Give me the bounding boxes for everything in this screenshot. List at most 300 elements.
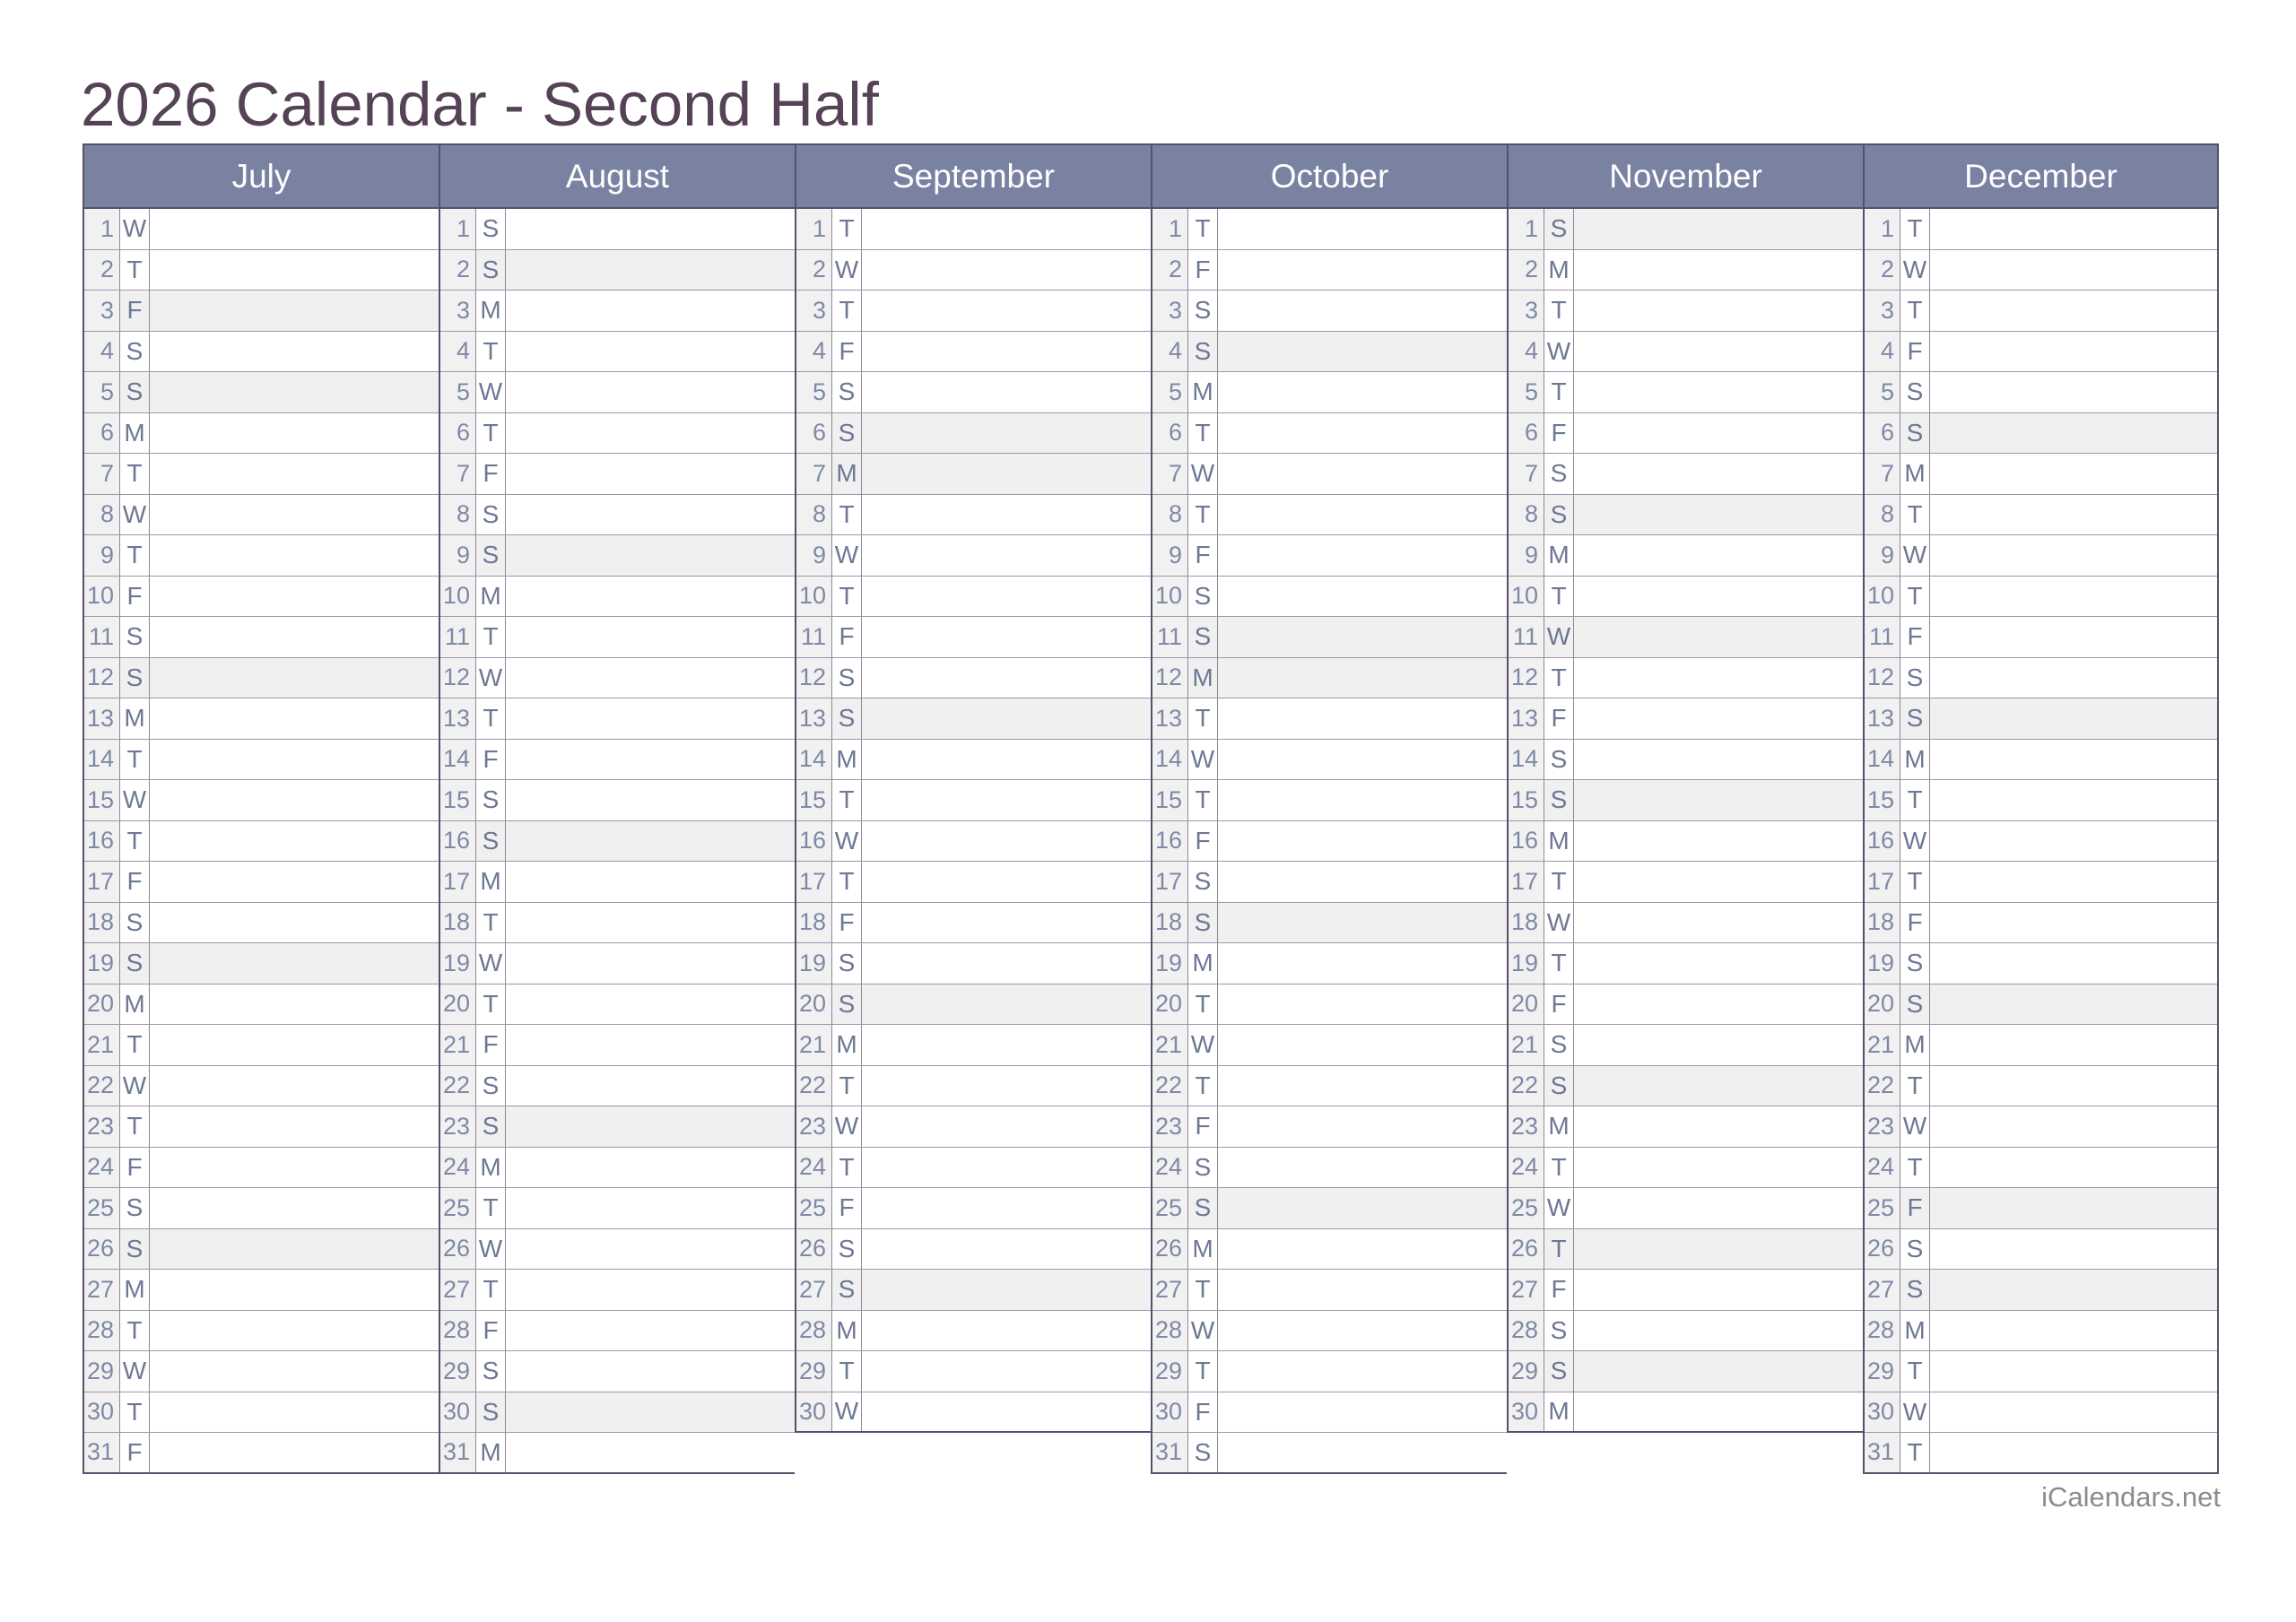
day-row — [1152, 1188, 1507, 1229]
day-notes — [506, 535, 795, 576]
day-row — [84, 250, 439, 291]
day-notes — [506, 984, 795, 1025]
day-row — [1152, 291, 1507, 332]
day-letter: W — [1900, 1392, 1930, 1433]
day-row — [1509, 984, 1863, 1026]
day-number: 21 — [796, 1025, 832, 1065]
day-number: 6 — [1152, 413, 1188, 454]
day-number: 16 — [1509, 821, 1544, 862]
day-row — [1865, 372, 2217, 413]
day-row — [440, 698, 795, 740]
day-number: 2 — [440, 250, 476, 291]
day-number: 25 — [796, 1188, 832, 1228]
day-number: 21 — [1865, 1025, 1900, 1065]
day-row — [1152, 821, 1507, 863]
day-notes — [506, 577, 795, 617]
day-notes — [1930, 332, 2217, 372]
day-notes — [862, 209, 1151, 249]
day-notes — [1218, 1025, 1507, 1065]
day-number: 20 — [440, 984, 476, 1025]
day-number: 11 — [1509, 617, 1544, 657]
day-notes — [1930, 1392, 2217, 1433]
day-notes — [1930, 1148, 2217, 1188]
day-letter: F — [1544, 413, 1574, 454]
day-letter: S — [832, 698, 862, 739]
day-notes — [862, 454, 1151, 494]
day-number: 2 — [1152, 250, 1188, 291]
day-notes — [862, 984, 1151, 1025]
day-number: 24 — [440, 1148, 476, 1188]
day-number: 13 — [1509, 698, 1544, 739]
day-letter: S — [1188, 291, 1218, 331]
day-row — [1509, 250, 1863, 291]
day-row — [84, 1148, 439, 1189]
day-notes — [506, 1066, 795, 1106]
day-notes — [150, 372, 439, 412]
day-row — [84, 1433, 439, 1474]
day-letter: T — [832, 862, 862, 902]
day-number: 16 — [84, 821, 120, 862]
day-row — [1152, 535, 1507, 577]
day-letter: M — [476, 1433, 506, 1472]
day-row — [796, 413, 1151, 455]
day-notes — [1218, 1270, 1507, 1310]
day-letter: M — [1544, 250, 1574, 291]
day-row — [1509, 1188, 1863, 1229]
day-notes — [862, 903, 1151, 943]
day-letter: S — [476, 535, 506, 576]
day-notes — [150, 903, 439, 943]
day-notes — [150, 698, 439, 739]
day-letter: F — [476, 740, 506, 780]
day-number: 14 — [440, 740, 476, 780]
month-header-september: September — [796, 143, 1151, 209]
day-letter: S — [1188, 1148, 1218, 1188]
day-row — [796, 495, 1151, 536]
day-number: 3 — [440, 291, 476, 331]
day-number: 3 — [1152, 291, 1188, 331]
day-row — [440, 1066, 795, 1107]
day-row — [1865, 1433, 2217, 1474]
day-number: 24 — [1509, 1148, 1544, 1188]
day-letter: T — [832, 1148, 862, 1188]
day-letter: F — [1544, 1270, 1574, 1310]
day-number: 8 — [84, 495, 120, 535]
day-notes — [1574, 250, 1863, 291]
day-letter: S — [1900, 372, 1930, 412]
day-notes — [1574, 1066, 1863, 1106]
day-number: 29 — [440, 1351, 476, 1392]
day-letter: M — [476, 862, 506, 902]
day-notes — [150, 332, 439, 372]
day-number: 11 — [440, 617, 476, 657]
day-letter: F — [832, 903, 862, 943]
day-notes — [862, 1066, 1151, 1106]
day-letter: M — [120, 698, 150, 739]
day-number: 30 — [1152, 1392, 1188, 1433]
day-row — [84, 943, 439, 984]
day-letter: W — [832, 535, 862, 576]
day-number: 24 — [84, 1148, 120, 1188]
day-row — [1865, 943, 2217, 984]
day-notes — [150, 862, 439, 902]
day-notes — [1218, 658, 1507, 698]
day-number: 15 — [1865, 780, 1900, 820]
day-row — [84, 209, 439, 250]
day-number: 13 — [440, 698, 476, 739]
month-column-october — [1151, 143, 1507, 1474]
day-notes — [150, 250, 439, 291]
day-row — [440, 332, 795, 373]
day-number: 11 — [84, 617, 120, 657]
day-notes — [506, 740, 795, 780]
day-letter: S — [476, 780, 506, 820]
day-letter: F — [476, 1311, 506, 1351]
footer — [83, 1481, 2221, 1514]
day-letter: W — [120, 209, 150, 249]
day-letter: T — [1900, 1148, 1930, 1188]
day-number: 17 — [1865, 862, 1900, 902]
day-notes — [150, 617, 439, 657]
day-number: 3 — [84, 291, 120, 331]
day-letter: W — [120, 1066, 150, 1106]
day-letter: S — [1544, 1025, 1574, 1065]
day-notes — [506, 943, 795, 984]
day-row — [1865, 1106, 2217, 1148]
day-letter: S — [120, 1229, 150, 1270]
day-letter: T — [1900, 780, 1930, 820]
day-notes — [1218, 943, 1507, 984]
day-notes — [1930, 372, 2217, 412]
day-notes — [862, 535, 1151, 576]
day-row — [1509, 821, 1863, 863]
day-notes — [1930, 413, 2217, 454]
day-notes — [1930, 495, 2217, 535]
day-letter: T — [1900, 577, 1930, 617]
day-letter: M — [1188, 658, 1218, 698]
day-notes — [506, 291, 795, 331]
footer-link[interactable]: iCalendars.net — [2041, 1481, 2221, 1513]
day-notes — [1930, 291, 2217, 331]
day-letter: W — [1900, 535, 1930, 576]
day-row — [440, 535, 795, 577]
day-notes — [1574, 1188, 1863, 1228]
day-notes — [1218, 1229, 1507, 1270]
day-letter: F — [1900, 903, 1930, 943]
day-notes — [862, 495, 1151, 535]
day-notes — [150, 1148, 439, 1188]
day-row — [1509, 1148, 1863, 1189]
day-row — [84, 1351, 439, 1392]
day-notes — [862, 1229, 1151, 1270]
day-number: 29 — [1865, 1351, 1900, 1392]
day-row — [84, 332, 439, 373]
day-notes — [1574, 454, 1863, 494]
day-notes — [862, 740, 1151, 780]
day-letter: S — [1900, 984, 1930, 1025]
day-notes — [1218, 1311, 1507, 1351]
day-notes — [1930, 250, 2217, 291]
day-row — [84, 1229, 439, 1271]
day-notes — [1930, 1270, 2217, 1310]
day-row — [440, 1229, 795, 1271]
day-letter: M — [476, 291, 506, 331]
day-number: 2 — [84, 250, 120, 291]
day-letter: F — [1188, 1106, 1218, 1147]
day-number: 25 — [440, 1188, 476, 1228]
day-number: 19 — [1509, 943, 1544, 984]
day-notes — [1574, 209, 1863, 249]
day-notes — [1218, 209, 1507, 249]
day-row — [440, 1351, 795, 1392]
day-row — [796, 372, 1151, 413]
day-number: 12 — [1152, 658, 1188, 698]
day-row — [440, 413, 795, 455]
day-notes — [150, 1270, 439, 1310]
day-row — [84, 535, 439, 577]
day-letter: T — [832, 1351, 862, 1392]
day-notes — [862, 1351, 1151, 1392]
day-letter: T — [1188, 495, 1218, 535]
day-letter: W — [1544, 903, 1574, 943]
month-header-november: November — [1509, 143, 1863, 209]
day-notes — [150, 577, 439, 617]
day-row — [440, 1270, 795, 1311]
day-letter: S — [1900, 413, 1930, 454]
day-letter: S — [832, 943, 862, 984]
day-letter: F — [120, 862, 150, 902]
day-notes — [506, 1392, 795, 1433]
day-notes — [1218, 821, 1507, 862]
day-letter: T — [1544, 1148, 1574, 1188]
day-row — [796, 984, 1151, 1026]
day-row — [1865, 291, 2217, 332]
day-letter: W — [1544, 332, 1574, 372]
day-notes — [1574, 984, 1863, 1025]
day-letter: W — [1544, 1188, 1574, 1228]
day-number: 4 — [1152, 332, 1188, 372]
day-row — [84, 1392, 439, 1434]
day-row — [796, 209, 1151, 250]
day-row — [796, 1229, 1151, 1271]
day-row — [796, 1188, 1151, 1229]
day-number: 3 — [1865, 291, 1900, 331]
day-letter: T — [120, 1392, 150, 1433]
day-row — [1509, 332, 1863, 373]
day-number: 20 — [84, 984, 120, 1025]
day-number: 4 — [1865, 332, 1900, 372]
day-notes — [862, 1106, 1151, 1147]
day-row — [440, 1433, 795, 1474]
day-row — [440, 1025, 795, 1066]
day-row — [1509, 1106, 1863, 1148]
day-letter: M — [1544, 1106, 1574, 1147]
day-notes — [506, 698, 795, 739]
day-letter: T — [1544, 291, 1574, 331]
day-notes — [1574, 413, 1863, 454]
day-notes — [506, 1351, 795, 1392]
day-row — [1509, 740, 1863, 781]
day-notes — [506, 821, 795, 862]
day-row — [1865, 454, 2217, 495]
day-number: 27 — [1152, 1270, 1188, 1310]
day-notes — [862, 658, 1151, 698]
day-number: 26 — [1865, 1229, 1900, 1270]
day-row — [1509, 413, 1863, 455]
day-number: 21 — [440, 1025, 476, 1065]
day-letter: T — [1188, 1066, 1218, 1106]
day-number: 4 — [440, 332, 476, 372]
day-number: 1 — [796, 209, 832, 249]
day-row — [796, 1025, 1151, 1066]
day-letter: F — [120, 1148, 150, 1188]
day-row — [84, 903, 439, 944]
day-letter: T — [1188, 1270, 1218, 1310]
day-row — [1509, 698, 1863, 740]
day-number: 13 — [1865, 698, 1900, 739]
day-number: 15 — [1152, 780, 1188, 820]
day-row — [1865, 1229, 2217, 1271]
day-number: 5 — [84, 372, 120, 412]
day-row — [796, 1392, 1151, 1434]
day-notes — [1218, 740, 1507, 780]
day-number: 11 — [1865, 617, 1900, 657]
day-letter: T — [476, 332, 506, 372]
day-letter: M — [476, 577, 506, 617]
day-row — [1152, 698, 1507, 740]
day-number: 10 — [440, 577, 476, 617]
day-number: 2 — [1865, 250, 1900, 291]
month-column-december — [1863, 143, 2219, 1474]
day-number: 26 — [1152, 1229, 1188, 1270]
day-row — [84, 862, 439, 903]
day-notes — [862, 1311, 1151, 1351]
day-notes — [1574, 1351, 1863, 1392]
day-number: 9 — [1509, 535, 1544, 576]
day-letter: T — [476, 413, 506, 454]
day-notes — [1930, 1188, 2217, 1228]
day-number: 30 — [84, 1392, 120, 1433]
day-row — [1152, 658, 1507, 699]
day-notes — [150, 291, 439, 331]
day-row — [796, 903, 1151, 944]
day-number: 12 — [1865, 658, 1900, 698]
day-letter: W — [832, 1106, 862, 1147]
day-number: 15 — [440, 780, 476, 820]
day-notes — [1574, 535, 1863, 576]
day-notes — [506, 1188, 795, 1228]
day-letter: W — [1188, 1311, 1218, 1351]
day-row — [440, 617, 795, 658]
day-letter: T — [1900, 1433, 1930, 1472]
day-number: 19 — [1152, 943, 1188, 984]
day-number: 16 — [1865, 821, 1900, 862]
day-letter: S — [832, 372, 862, 412]
day-row — [1509, 617, 1863, 658]
day-row — [1509, 577, 1863, 618]
day-row — [796, 291, 1151, 332]
day-letter: S — [1544, 1311, 1574, 1351]
day-row — [796, 617, 1151, 658]
day-letter: F — [1188, 535, 1218, 576]
day-letter: M — [832, 740, 862, 780]
day-number: 5 — [796, 372, 832, 412]
day-letter: S — [120, 943, 150, 984]
day-notes — [862, 372, 1151, 412]
day-letter: W — [120, 495, 150, 535]
day-notes — [862, 1392, 1151, 1432]
day-notes — [1218, 250, 1507, 291]
day-notes — [150, 1229, 439, 1270]
day-row — [84, 1270, 439, 1311]
day-notes — [150, 209, 439, 249]
day-row — [796, 943, 1151, 984]
day-row — [796, 1311, 1151, 1352]
day-number: 25 — [1152, 1188, 1188, 1228]
day-letter: F — [832, 1188, 862, 1228]
day-notes — [506, 1148, 795, 1188]
day-number: 14 — [1152, 740, 1188, 780]
day-letter: M — [1188, 1229, 1218, 1270]
day-letter: W — [1188, 454, 1218, 494]
day-row — [1509, 943, 1863, 984]
day-row — [796, 1351, 1151, 1392]
day-notes — [1574, 332, 1863, 372]
day-row — [796, 1270, 1151, 1311]
day-notes — [1574, 291, 1863, 331]
day-number: 7 — [1509, 454, 1544, 494]
day-row — [1509, 291, 1863, 332]
day-number: 6 — [1865, 413, 1900, 454]
day-row — [440, 658, 795, 699]
day-letter: S — [476, 1066, 506, 1106]
day-notes — [1218, 577, 1507, 617]
day-number: 22 — [440, 1066, 476, 1106]
day-row — [84, 1106, 439, 1148]
day-row — [1509, 372, 1863, 413]
day-notes — [862, 698, 1151, 739]
day-number: 16 — [440, 821, 476, 862]
day-number: 13 — [796, 698, 832, 739]
day-letter: W — [832, 1392, 862, 1432]
day-row — [796, 1106, 1151, 1148]
day-letter: S — [1544, 780, 1574, 820]
day-row — [84, 821, 439, 863]
day-row — [1865, 903, 2217, 944]
day-notes — [506, 372, 795, 412]
day-notes — [1930, 617, 2217, 657]
day-number: 3 — [1509, 291, 1544, 331]
day-row — [1865, 984, 2217, 1026]
day-row — [440, 250, 795, 291]
day-notes — [506, 209, 795, 249]
day-letter: S — [1188, 1188, 1218, 1228]
day-notes — [1930, 658, 2217, 698]
day-number: 23 — [1865, 1106, 1900, 1147]
day-number: 26 — [84, 1229, 120, 1270]
day-notes — [1218, 495, 1507, 535]
day-letter: W — [1188, 1025, 1218, 1065]
day-row — [440, 821, 795, 863]
day-row — [1865, 577, 2217, 618]
day-row — [796, 454, 1151, 495]
day-number: 10 — [1509, 577, 1544, 617]
day-row — [440, 495, 795, 536]
day-number: 30 — [440, 1392, 476, 1433]
day-number: 25 — [84, 1188, 120, 1228]
day-number: 29 — [84, 1351, 120, 1392]
day-notes — [506, 1311, 795, 1351]
